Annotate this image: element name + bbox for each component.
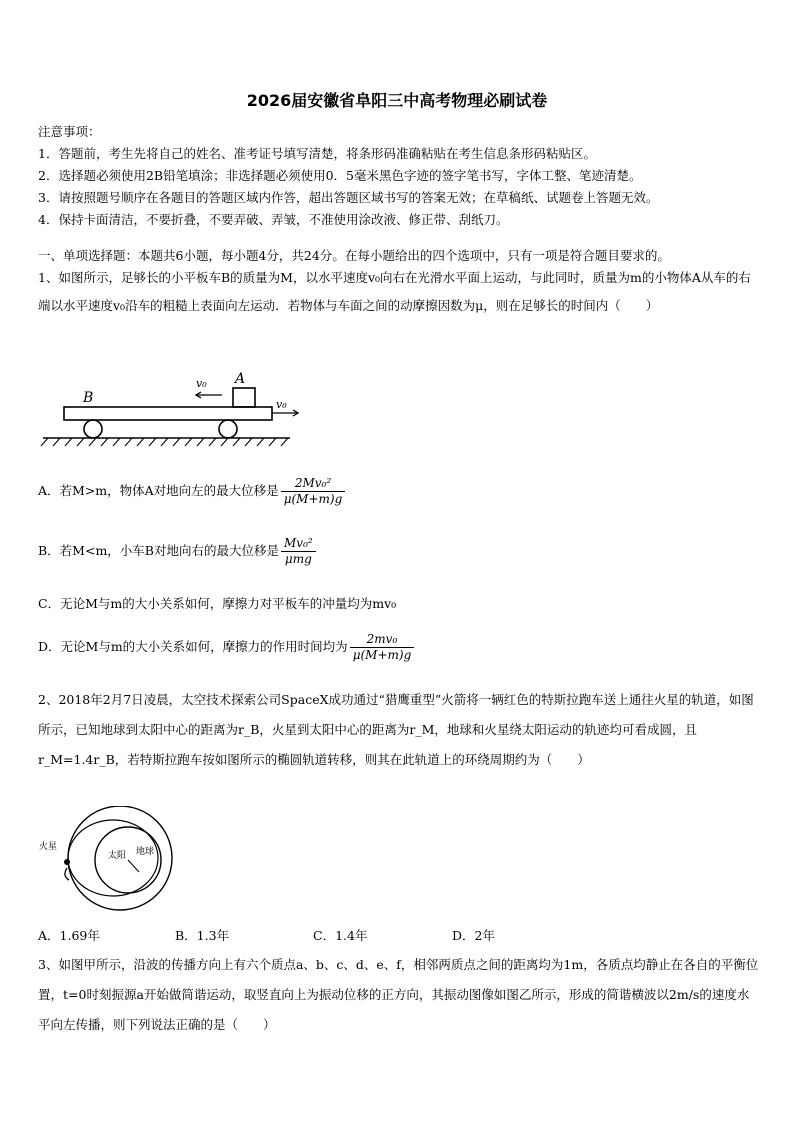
q1-option-d-text: D．无论M与m的大小关系如何，摩擦力的作用时间均为 — [38, 639, 348, 654]
notice-heading: 注意事项： — [38, 124, 101, 139]
block-a — [233, 388, 255, 407]
label-sun: 太阳 — [108, 851, 127, 861]
label-a: A — [235, 371, 246, 387]
q2-figure — [36, 806, 176, 911]
q1-option-c-text: C．无论M与m的大小关系如何，摩擦力对平板车的冲量均为mv₀ — [38, 596, 397, 611]
section-heading: 一、单项选择题：本题共6小题，每小题4分，共24分。在每小题给出的四个选项中，只有一项是符合题目要求的。 — [38, 248, 670, 263]
q1-option-a-denominator: μ(M+m)g — [283, 492, 343, 506]
label-mars: 火星 — [39, 842, 58, 852]
q1-option-a-text: A．若M>m，物体A对地向左的最大位移是 — [38, 483, 279, 498]
tesla-path-mark — [65, 868, 69, 880]
q1-option-a-fraction — [281, 476, 346, 507]
cart-board — [64, 407, 272, 420]
label-v-left: v₀ — [196, 377, 207, 390]
q1-option-a-numerator: 2Mv₀² — [281, 476, 346, 492]
q1-figure — [38, 365, 303, 450]
notice-item-1: 1．答题前，考生先将自己的姓名、准考证号填写清楚，将条形码准确粘贴在考生信息条形码粘贴区。 — [38, 146, 596, 161]
label-v-right: v₀ — [276, 398, 287, 411]
q1-option-d-denominator: μ(M+m)g — [352, 648, 412, 662]
q1-option-d[interactable] — [38, 632, 416, 663]
wheel-right — [219, 420, 237, 438]
notice-item-4: 4．保持卡面清洁，不要折叠，不要弄破、弄皱，不准使用涂改液、修正带、刮纸刀。 — [38, 212, 509, 227]
label-b: B — [83, 390, 94, 406]
label-earth: 地球 — [136, 847, 155, 857]
q2-option-b[interactable]: B．1.3年 — [175, 928, 230, 943]
q1-stem: 1、如图所示，足够长的小平板车B的质量为M，以水平速度v₀向右在光滑水平面上运动，与此同时，质量为m的小物体A从车的右端以水平速度v₀沿车的粗糙上表面向左运动．若物体与车面之间的动摩擦因数为μ，则在足够长的时间内（ ） — [38, 270, 751, 313]
q2-stem: 2、2018年2月7日凌晨，太空技术探索公司SpaceX成功通过“猎鹰重型”火箭将一辆红色的特斯拉跑车送上通往火星的轨道，如图所示，已知地球到太阳中心的距离为r_B，火星到太阳中心的距离为r_M，地球和火星绕太阳运动的轨迹均可看成圆，且r_M=1.4r_B，若特斯拉跑车按如图所示的椭圆轨道转移，则其在此轨道上的环绕周期约为（ ） — [38, 692, 754, 767]
mars-dot — [64, 859, 70, 865]
q1-option-d-fraction — [350, 632, 415, 663]
q1-option-b-fraction — [281, 536, 316, 567]
page-title: 2026届安徽省阜阳三中高考物理必刷试卷 — [246, 91, 548, 110]
notice-item-3: 3．请按照题号顺序在各题目的答题区域内作答，超出答题区域书写的答案无效；在草稿纸、试题卷上答题无效。 — [38, 190, 659, 205]
q1-option-b-numerator: Mv₀² — [281, 536, 316, 552]
q1-option-b-text: B．若M<m，小车B对地向右的最大位移是 — [38, 543, 279, 558]
q1-option-d-numerator: 2mv₀ — [350, 632, 415, 648]
q1-option-c[interactable] — [38, 594, 396, 612]
velocity-arrow-left — [196, 392, 222, 398]
q1-option-b[interactable] — [38, 536, 318, 567]
wheel-left — [84, 420, 102, 438]
notice-item-2: 2．选择题必须使用2B铅笔填涂；非选择题必须使用0．5毫米黑色字迹的签字笔书写，字体工整、笔迹清楚。 — [38, 168, 642, 183]
q2-option-d[interactable]: D．2年 — [452, 928, 495, 943]
q1-option-a[interactable] — [38, 476, 347, 507]
q1-option-b-denominator: μmg — [284, 552, 312, 566]
q3-stem: 3、如图甲所示，沿波的传播方向上有六个质点a、b、c、d、e、f，相邻两质点之间的距离均为1m，各质点均静止在各自的平衡位置，t=0时刻振源a开始做简谐运动，取竖直向上为振动位移的正方向，其振动图像如图乙所示，形成的简谐横波以2m/s的速度水平向左传播，则下列说法正确的是（ ） — [38, 957, 759, 1032]
q2-option-c[interactable]: C．1.4年 — [313, 928, 368, 943]
q2-option-a[interactable]: A．1.69年 — [38, 928, 100, 943]
ground-hatching — [41, 438, 288, 446]
